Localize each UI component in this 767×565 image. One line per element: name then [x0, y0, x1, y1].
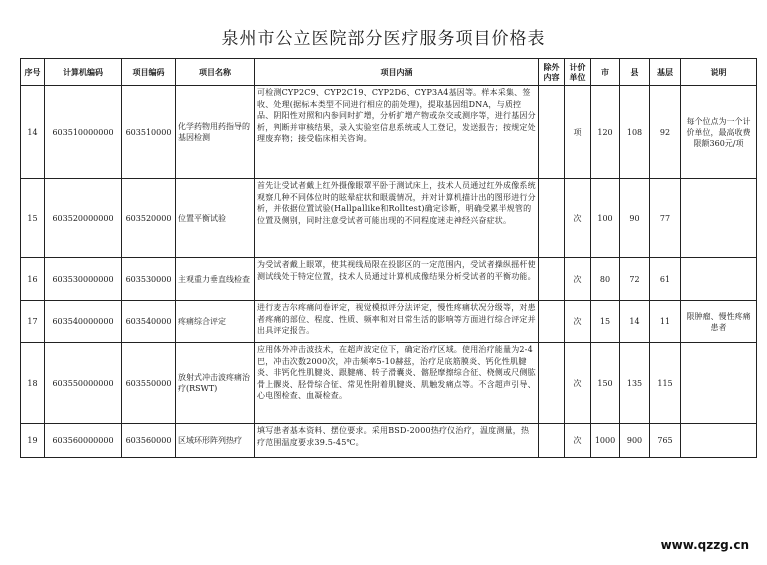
cell-county-price: 72 — [620, 258, 650, 301]
header-excluded: 除外内容 — [539, 59, 565, 86]
table-row — [21, 424, 757, 458]
cell-note — [681, 258, 757, 301]
cell-unit: 次 — [565, 424, 591, 458]
cell-seq: 17 — [21, 301, 45, 343]
cell-unit: 项 — [565, 86, 591, 179]
cell-excluded — [539, 424, 565, 458]
cell-city-price: 15 — [591, 301, 620, 343]
cell-item-code: 603530000 — [122, 258, 176, 301]
cell-grassroots-price: 61 — [650, 258, 681, 301]
cell-item-code: 603560000 — [122, 424, 176, 458]
cell-excluded — [539, 343, 565, 424]
cell-computer-code: 603560000000 — [45, 424, 122, 458]
cell-city-price: 100 — [591, 179, 620, 258]
cell-computer-code: 603510000000 — [45, 86, 122, 179]
cell-seq: 14 — [21, 86, 45, 179]
cell-excluded — [539, 258, 565, 301]
header-city: 市 — [591, 59, 620, 86]
header-note: 说明 — [681, 59, 757, 86]
cell-county-price: 90 — [620, 179, 650, 258]
cell-item-name: 疼痛综合评定 — [176, 301, 255, 343]
cell-item-name: 区域环形阵列热疗 — [176, 424, 255, 458]
table-row — [21, 179, 757, 258]
cell-unit: 次 — [565, 343, 591, 424]
cell-item-content: 填写患者基本资料、摆位要求。采用BSD-2000热疗仪治疗，温度测量，热疗范围温度要求39.5-45℃。 — [255, 424, 539, 458]
header-item-code: 项目编码 — [122, 59, 176, 86]
cell-computer-code: 603530000000 — [45, 258, 122, 301]
cell-excluded — [539, 86, 565, 179]
cell-item-content: 为受试者戴上眼罩，使其视线局限在投影区的一定范围内，受试者操纵摇杆使测试线处于特定位置，技术人员通过计算机成像结果分析受试者的平衡功能。 — [255, 258, 539, 301]
cell-grassroots-price: 92 — [650, 86, 681, 179]
cell-unit: 次 — [565, 258, 591, 301]
table-row — [21, 258, 757, 301]
cell-note — [681, 179, 757, 258]
cell-computer-code: 603520000000 — [45, 179, 122, 258]
cell-computer-code: 603550000000 — [45, 343, 122, 424]
cell-grassroots-price: 765 — [650, 424, 681, 458]
table-row — [21, 301, 757, 343]
cell-item-name: 放射式冲击波疼痛治疗(RSWT) — [176, 343, 255, 424]
cell-item-code: 603510000 — [122, 86, 176, 179]
table-row — [21, 343, 757, 424]
cell-item-content: 应用体外冲击波技术，在超声波定位下，确定治疗区域。使用治疗能量为2-4巴，冲击次数2000次，冲击频率5-10赫兹，治疗足底筋膜炎、钙化性肌腱炎、非钙化性肌腱炎、跟腱痛、转子滑囊炎、髂胫摩擦综合征、桡侧或尺侧肱骨上髁炎、胫骨综合征、常见性附着肌腱炎、肌触发痛点等。不含超声引导、心电图检查、血凝检查。 — [255, 343, 539, 424]
cell-note — [681, 343, 757, 424]
footer-watermark-url: www.qzzg.cn — [660, 538, 749, 552]
cell-city-price: 120 — [591, 86, 620, 179]
cell-grassroots-price: 77 — [650, 179, 681, 258]
header-item-content: 项目内涵 — [255, 59, 539, 86]
cell-county-price: 135 — [620, 343, 650, 424]
cell-city-price: 150 — [591, 343, 620, 424]
cell-item-code: 603550000 — [122, 343, 176, 424]
cell-note — [681, 424, 757, 458]
cell-city-price: 1000 — [591, 424, 620, 458]
cell-item-name: 化学药物用药指导的基因检测 — [176, 86, 255, 179]
page-title: 泉州市公立医院部分医疗服务项目价格表 — [221, 29, 546, 49]
cell-seq: 15 — [21, 179, 45, 258]
cell-county-price: 14 — [620, 301, 650, 343]
cell-item-content: 首先让受试者戴上红外摄像眼罩平卧于测试床上，技术人员通过红外成像系统观察几种不同体位时的眩晕症状和眼震情况，并对计算机描计出的图形进行分析，并依据位置试验(Hallpallike和Rolltest)确定诊断，明确受累半规管的位置及侧别，同时注意受试者可能出现的不同程度迷走神经兴奋症状。 — [255, 179, 539, 258]
cell-item-content: 可检测CYP2C9、CYP2C19、CYP2D6、CYP3A4基因等。样本采集、签收、处理(据标本类型不同进行相应的前处理)，提取基因组DNA，与质控品、阴阳性对照和内参同时扩增，分析扩增产物或杂交或测序等，进行基因分析，判断并审核结果，录入实验室信息系统或人工登记，发送报告；按规定处理废弃物；接受临床相关咨询。 — [255, 86, 539, 179]
cell-item-code: 603540000 — [122, 301, 176, 343]
cell-excluded — [539, 179, 565, 258]
cell-item-code: 603520000 — [122, 179, 176, 258]
price-table — [20, 58, 757, 458]
cell-item-name: 主观重力垂直线检查 — [176, 258, 255, 301]
cell-note: 每个位点为一个计价单位，最高收费限额360元/项 — [681, 86, 757, 179]
cell-note: 限肿瘤、慢性疼痛患者 — [681, 301, 757, 343]
cell-unit: 次 — [565, 179, 591, 258]
cell-seq: 16 — [21, 258, 45, 301]
cell-grassroots-price: 115 — [650, 343, 681, 424]
cell-seq: 19 — [21, 424, 45, 458]
cell-computer-code: 603540000000 — [45, 301, 122, 343]
cell-item-name: 位置平衡试验 — [176, 179, 255, 258]
header-unit: 计价单位 — [565, 59, 591, 86]
cell-county-price: 900 — [620, 424, 650, 458]
header-seq: 序号 — [21, 59, 45, 86]
header-grassroots: 基层 — [650, 59, 681, 86]
header-item-name: 项目名称 — [176, 59, 255, 86]
cell-excluded — [539, 301, 565, 343]
cell-item-content: 进行麦吉尔疼痛问卷评定，视觉模拟评分法评定，慢性疼痛状况分级等，对患者疼痛的部位、程度、性质、频率和对日常生活的影响等方面进行综合评定并出具评定报告。 — [255, 301, 539, 343]
cell-city-price: 80 — [591, 258, 620, 301]
header-computer-code: 计算机编码 — [45, 59, 122, 86]
table-row — [21, 86, 757, 179]
table-header-row — [21, 59, 757, 86]
cell-seq: 18 — [21, 343, 45, 424]
cell-unit: 次 — [565, 301, 591, 343]
cell-grassroots-price: 11 — [650, 301, 681, 343]
cell-county-price: 108 — [620, 86, 650, 179]
header-county: 县 — [620, 59, 650, 86]
